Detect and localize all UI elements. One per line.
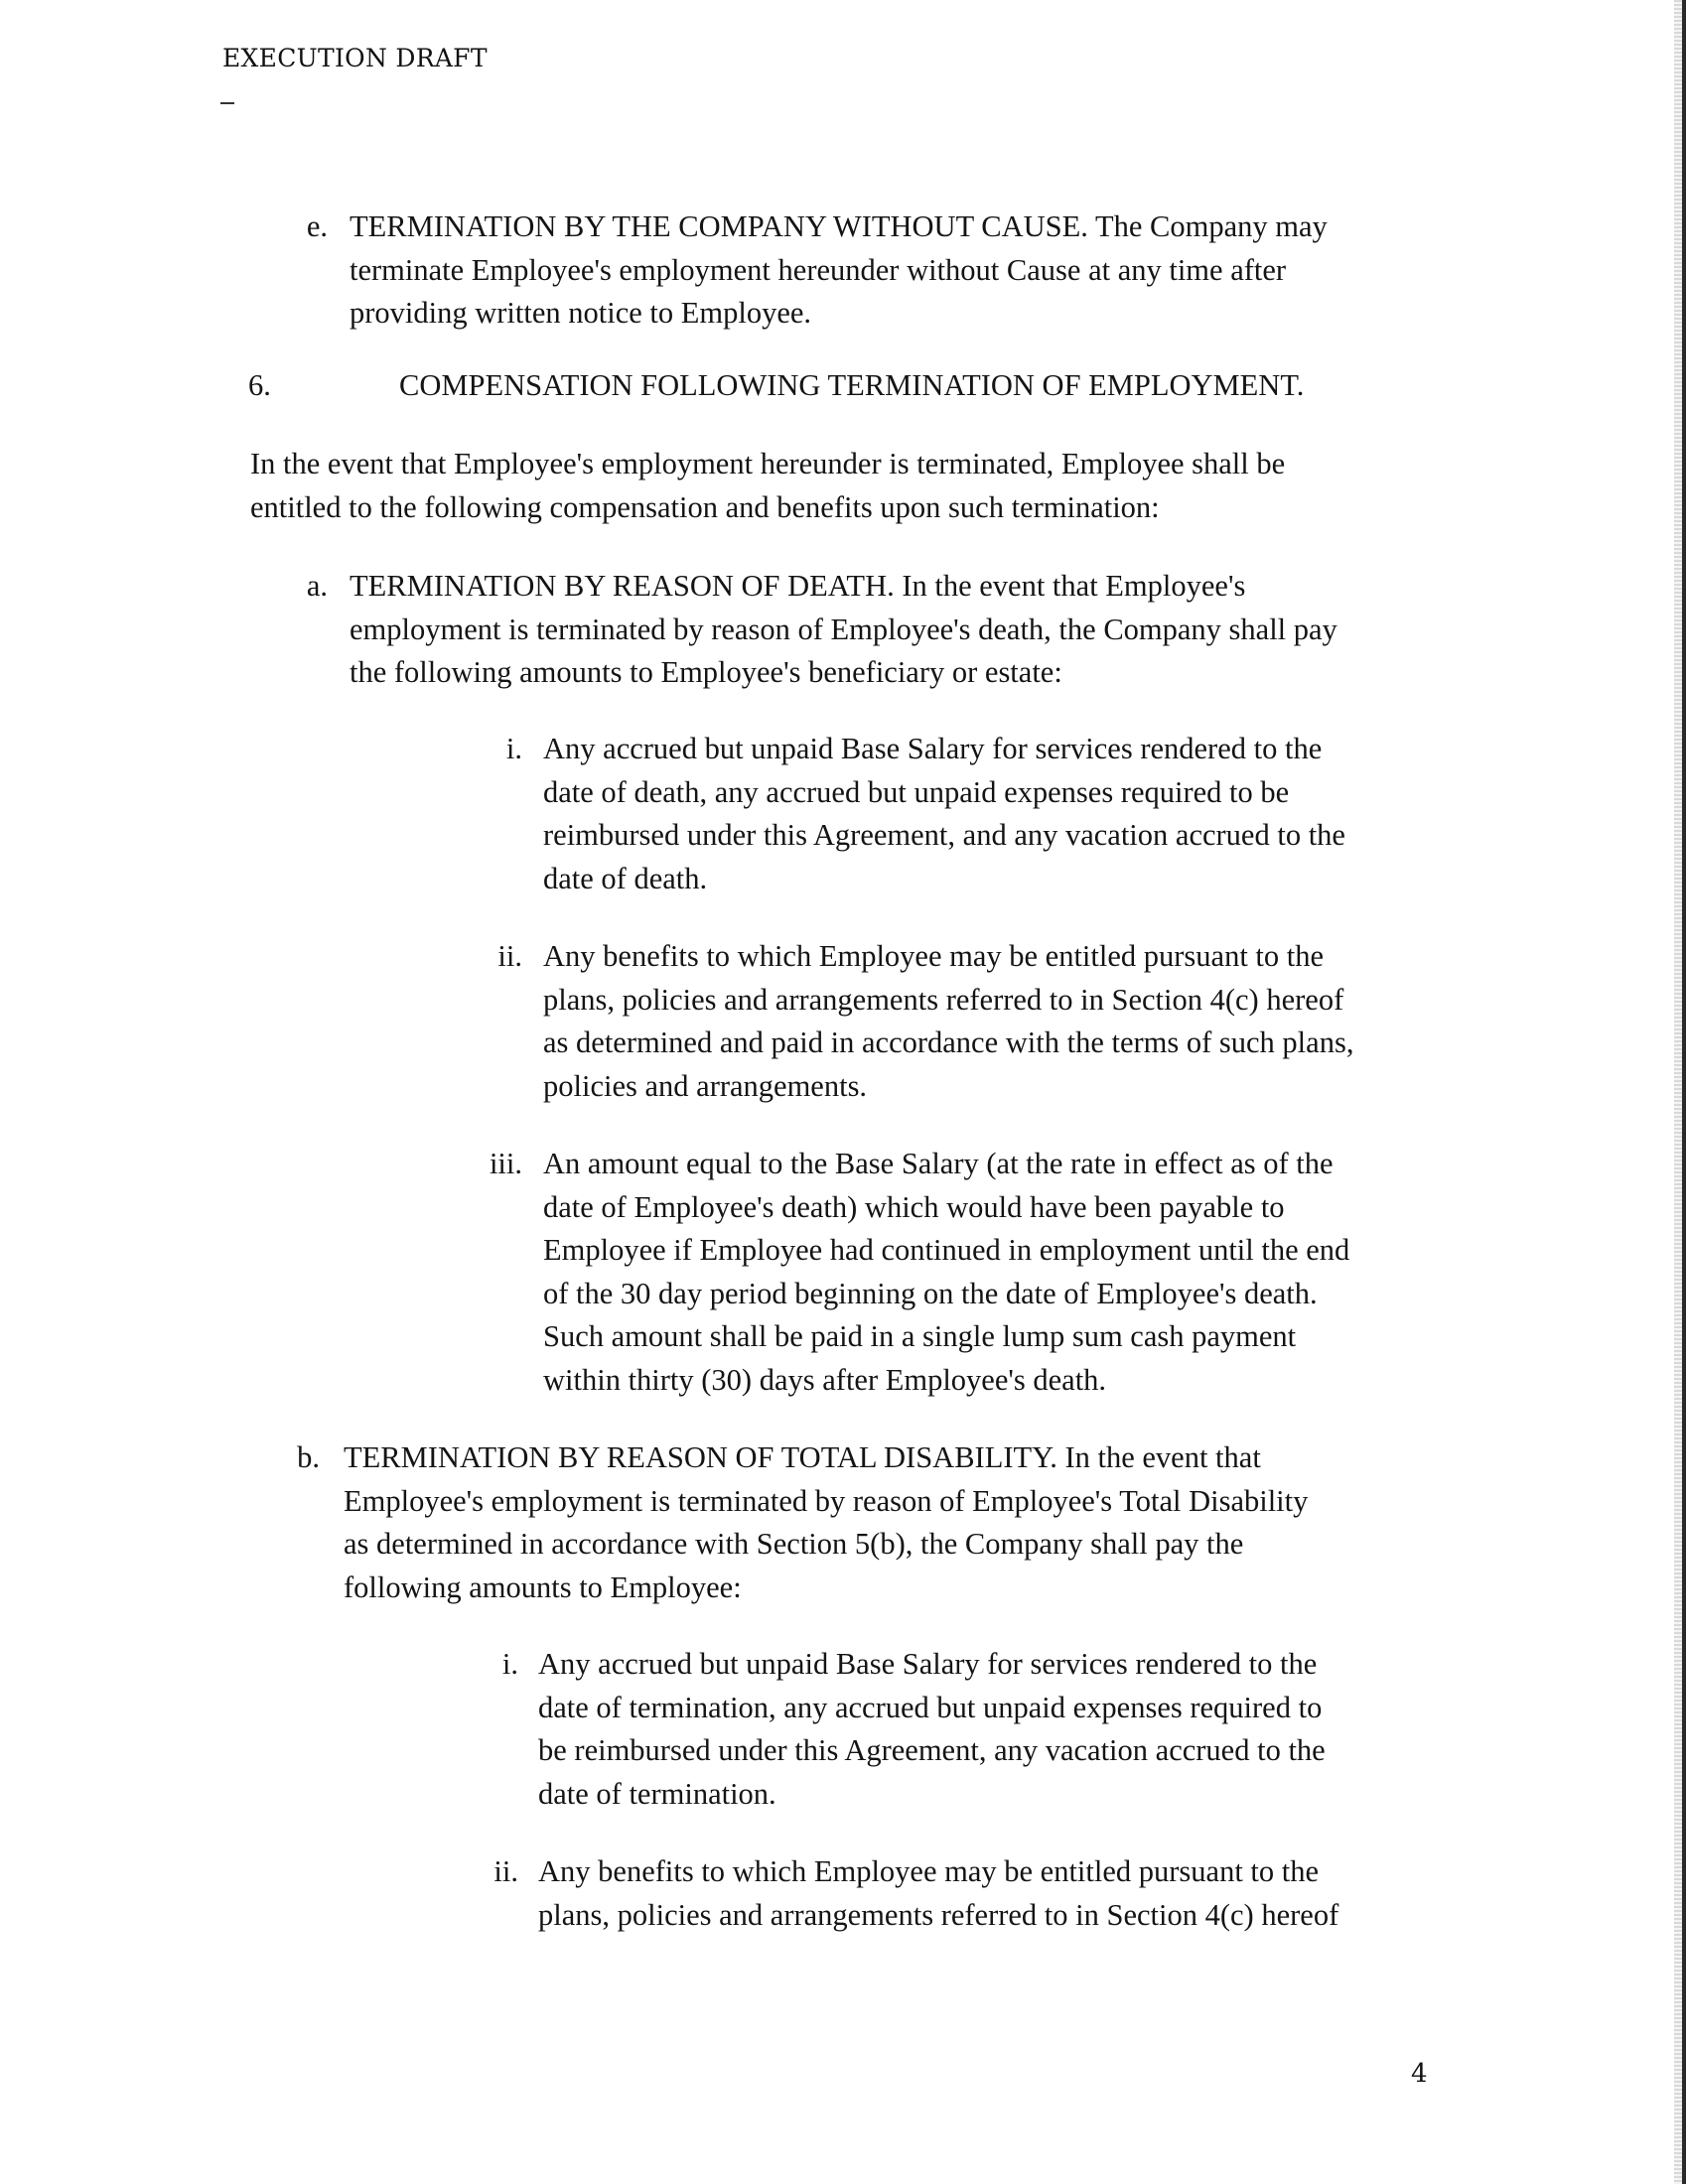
line: Employee if Employee had continued in employment until the end xyxy=(543,1233,1350,1267)
clause-text xyxy=(344,1436,1466,1609)
line: plans, policies and arrangements referred to in Section 4(c) hereof xyxy=(538,1897,1339,1932)
line: policies and arrangements. xyxy=(543,1068,868,1103)
line: In the event that Employee's employment hereunder is terminated, Employee shall be xyxy=(250,447,1286,480)
clause-marker: a. xyxy=(306,569,328,603)
line: entitled to the following compensation and benefits upon such termination: xyxy=(250,489,1160,524)
clause-text xyxy=(350,565,1462,695)
line: as determined and paid in accordance with the terms of such plans, xyxy=(543,1025,1354,1059)
line: reimbursed under this Agreement, and any vacation accrued to the xyxy=(543,818,1345,852)
line: following amounts to Employee: xyxy=(344,1570,742,1604)
line: within thirty (30) days after Employee's death. xyxy=(543,1362,1107,1397)
line: date of death. xyxy=(543,861,708,895)
clause-marker: e. xyxy=(306,209,328,243)
section-number: 6. xyxy=(248,368,271,402)
subclause-text xyxy=(538,1643,1481,1816)
line: Any accrued but unpaid Base Salary for services rendered to the xyxy=(543,732,1323,765)
section-6-intro xyxy=(250,443,1442,529)
subclause-text xyxy=(543,728,1486,900)
section-title: COMPENSATION FOLLOWING TERMINATION OF EMPLOYMENT. xyxy=(399,368,1305,402)
line: TERMINATION BY REASON OF DEATH. In the event that Employee's xyxy=(350,569,1246,603)
line: Any benefits to which Employee may be entitled pursuant to the xyxy=(543,939,1325,973)
line: as determined in accordance with Section 5(b), the Company shall pay the xyxy=(344,1527,1244,1561)
line: employment is terminated by reason of Employee's death, the Company shall pay xyxy=(350,612,1337,646)
line: date of death, any accrued but unpaid expenses required to be xyxy=(543,774,1290,809)
subclause-marker: i. xyxy=(505,732,522,765)
line: An amount equal to the Base Salary (at the rate in effect as of the xyxy=(543,1147,1334,1180)
line: Such amount shall be paid in a single lump sum cash payment xyxy=(543,1319,1297,1353)
scan-edge-line xyxy=(1682,0,1686,2184)
header-mark xyxy=(220,102,234,104)
subclause-text xyxy=(538,1850,1481,1937)
subclause-text xyxy=(543,1143,1486,1402)
line: terminate Employee's employment hereunder without Cause at any time after xyxy=(350,252,1287,287)
line: Any benefits to which Employee may be entitled pursuant to the xyxy=(538,1854,1320,1888)
clause-marker: b. xyxy=(297,1440,320,1474)
line: providing written notice to Employee. xyxy=(350,296,812,330)
subclause-text xyxy=(543,935,1486,1108)
line: date of termination. xyxy=(538,1776,776,1811)
subclause-marker: i. xyxy=(501,1647,518,1681)
line: TERMINATION BY REASON OF TOTAL DISABILITY. In the event that xyxy=(344,1440,1261,1474)
page-number: 4 xyxy=(1411,2059,1428,2089)
line: be reimbursed under this Agreement, any vacation accrued to the xyxy=(538,1733,1326,1767)
line: of the 30 day period beginning on the date of Employee's death. xyxy=(543,1276,1318,1310)
line: Any accrued but unpaid Base Salary for services rendered to the xyxy=(538,1647,1318,1681)
draft-header: EXECUTION DRAFT xyxy=(222,44,488,72)
line: Employee's employment is terminated by reason of Employee's Total Disability xyxy=(344,1483,1309,1518)
scan-edge-band xyxy=(1674,0,1682,2184)
line: date of Employee's death) which would have been payable to xyxy=(543,1189,1285,1224)
subclause-marker: ii. xyxy=(497,939,522,973)
clause-text xyxy=(350,205,1462,336)
line: the following amounts to Employee's beneficiary or estate: xyxy=(350,655,1062,689)
line: date of termination, any accrued but unpaid expenses required to xyxy=(538,1690,1323,1724)
subclause-marker: ii. xyxy=(493,1854,518,1888)
line: TERMINATION BY THE COMPANY WITHOUT CAUSE. The Company may xyxy=(350,209,1328,243)
subclause-marker: iii. xyxy=(489,1147,522,1180)
line: plans, policies and arrangements referred to in Section 4(c) hereof xyxy=(543,982,1344,1017)
